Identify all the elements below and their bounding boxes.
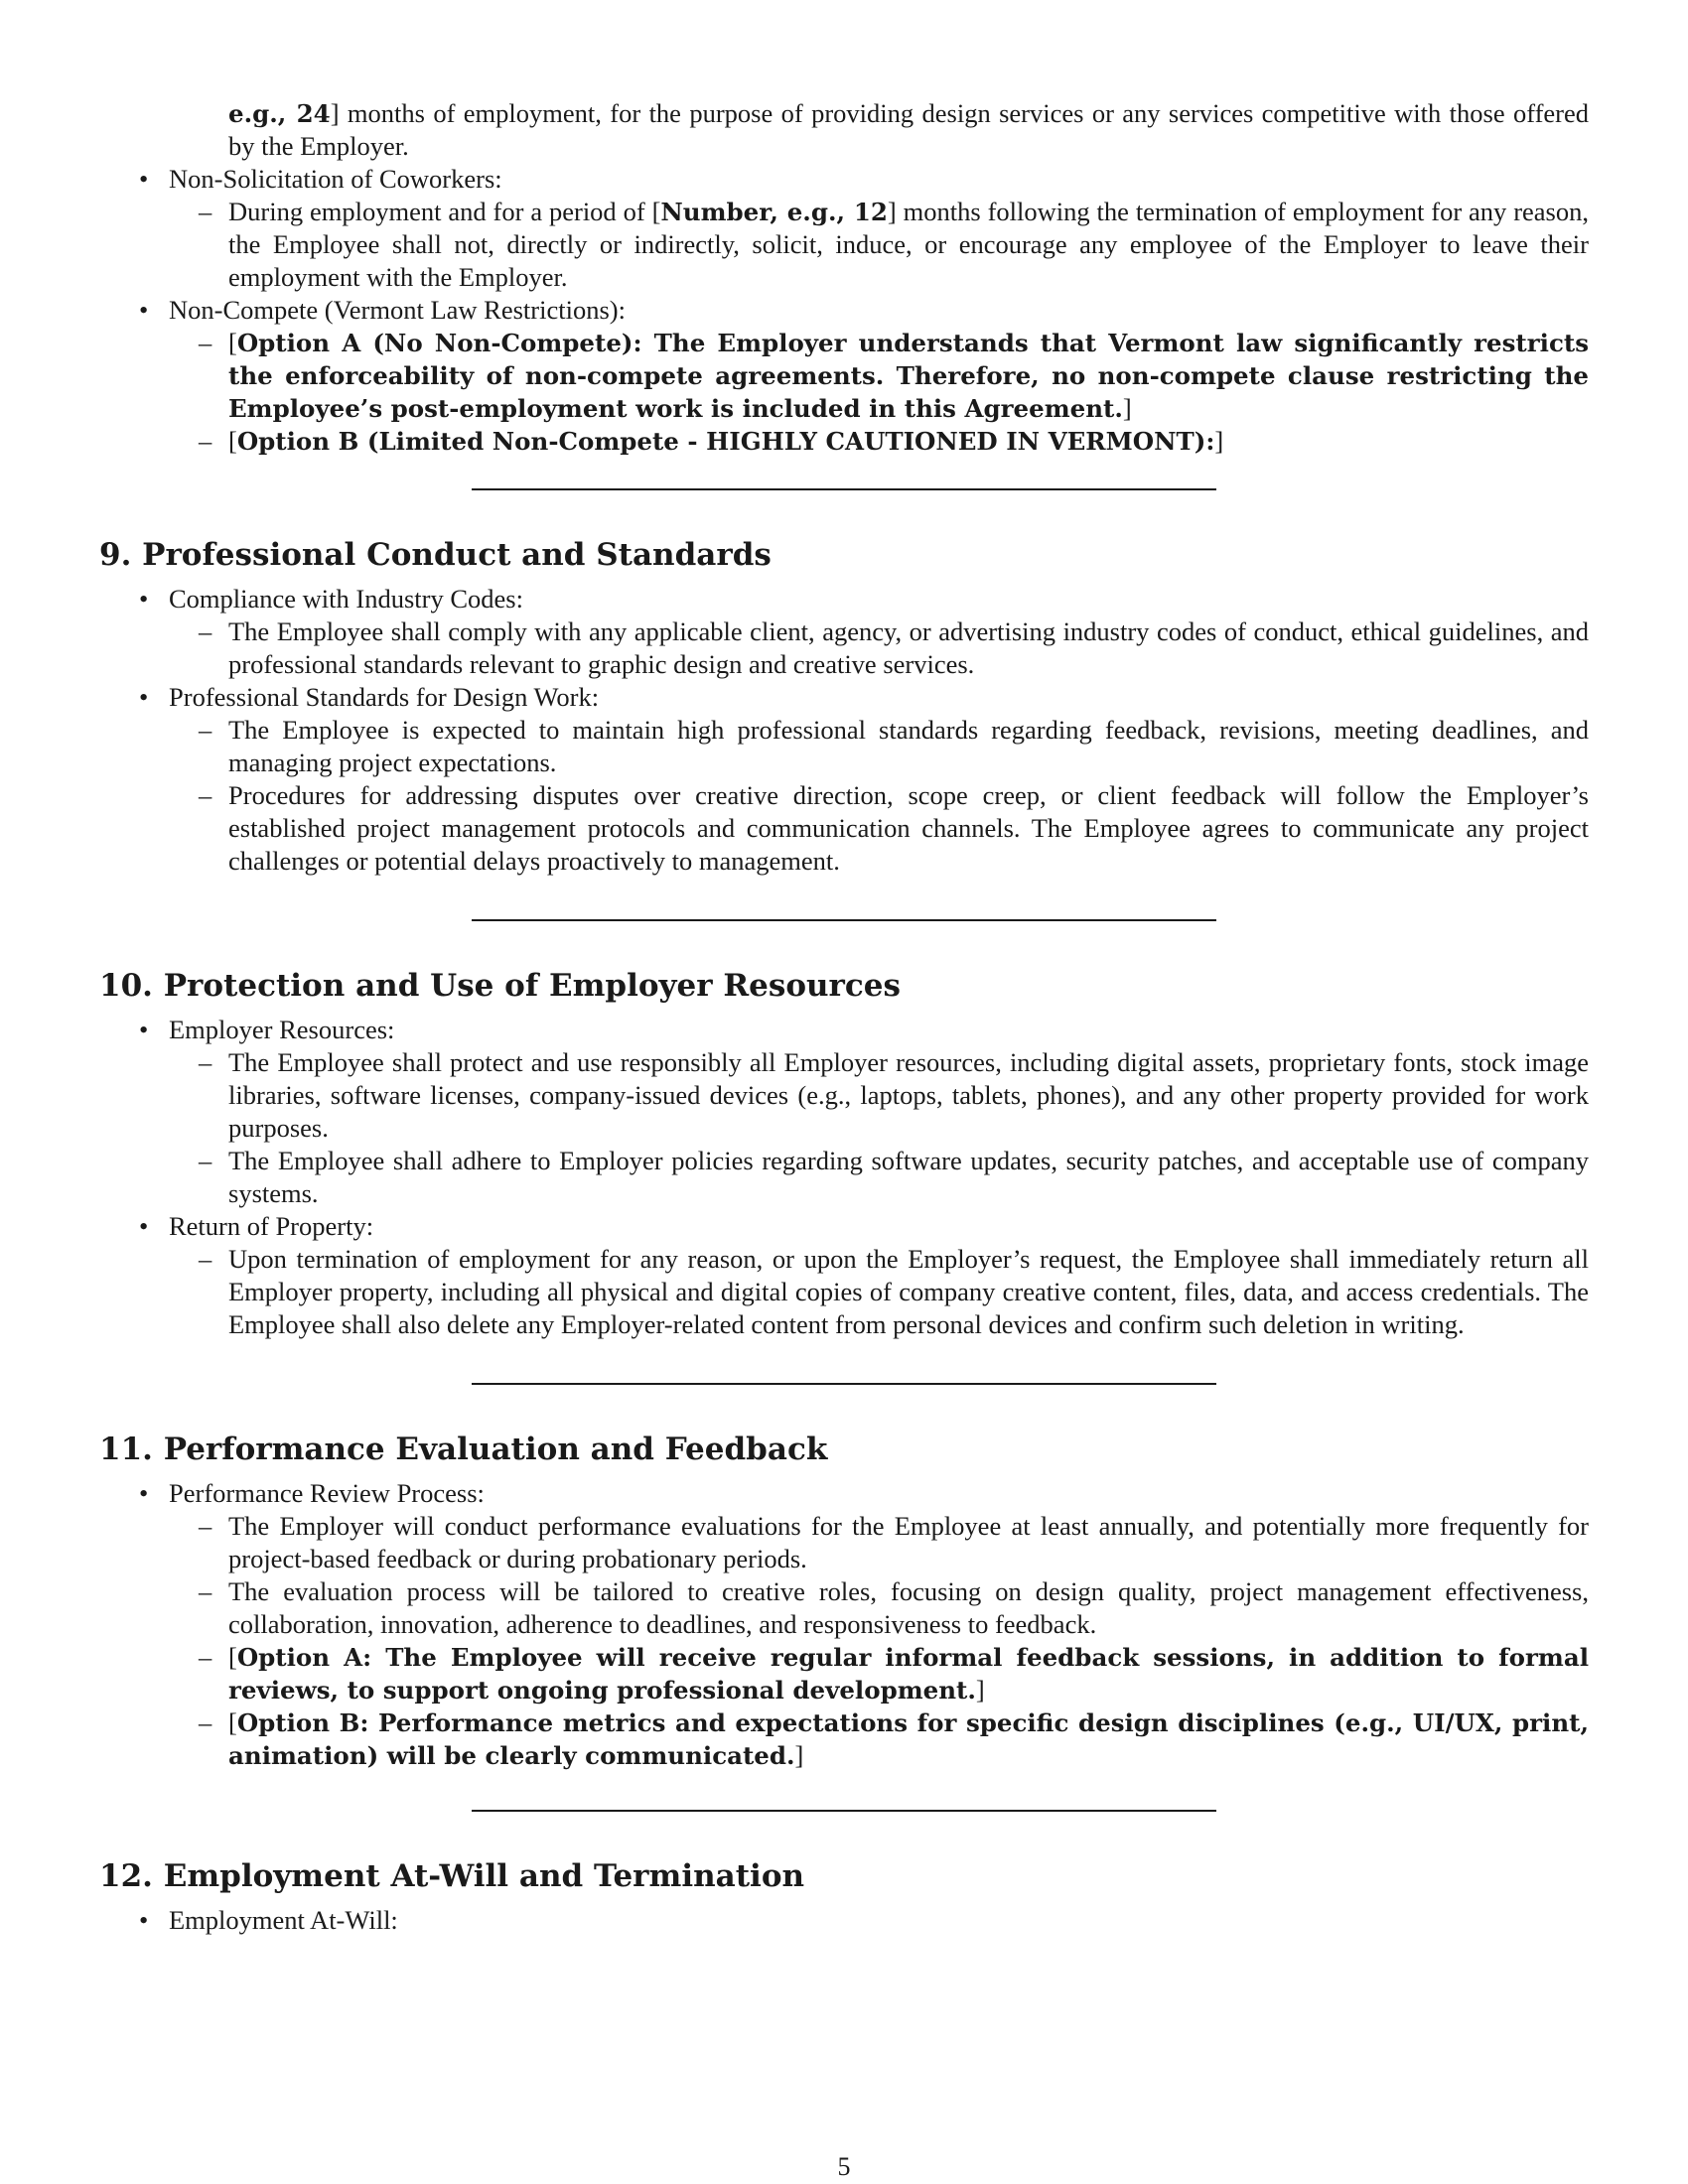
option-text: Option B (Limited Non-Compete - HIGHLY CAUTIONED IN VERMONT): (236, 427, 1215, 456)
dash-icon: – (199, 1576, 212, 1606)
sub-item (169, 196, 1589, 294)
section-divider (472, 1810, 1216, 1812)
dash-icon: – (199, 1642, 212, 1672)
page-number: 5 (837, 2152, 851, 2181)
section-8-list (99, 163, 1589, 458)
item-title: Employer Resources: (169, 1015, 395, 1044)
section-heading: 9. Professional Conduct and Standards (99, 537, 772, 573)
dash-icon: – (199, 1707, 212, 1737)
section-11-list (99, 1477, 1589, 1772)
list-item-compliance (99, 583, 1589, 681)
document-page (99, 97, 1589, 1937)
sub-item (169, 1243, 1589, 1341)
bullet-icon: • (139, 1478, 149, 1508)
dash-icon: – (199, 426, 212, 456)
list-item-review (99, 1477, 1589, 1772)
dash-icon: – (199, 197, 212, 226)
bold-placeholder: e.g., 24 (228, 99, 331, 128)
section-12-list (99, 1904, 1589, 1937)
item-title: Non-Solicitation of Coworkers: (169, 164, 502, 194)
sub-item (169, 615, 1589, 681)
option-text: Option A: The Employee will receive regular informal feedback sessions, in addition to formal reviews, to support ongoing professional development. (228, 1643, 1589, 1705)
dash-icon: – (199, 1047, 212, 1077)
item-title: Employment At-Will: (169, 1905, 398, 1935)
section-divider (472, 919, 1216, 921)
sub-item (169, 1575, 1589, 1641)
item-title: Professional Standards for Design Work: (169, 682, 600, 712)
sub-item-text: Upon termination of employment for any reason, or upon the Employer’s request, the Employee shall immediately return all Employer property, including all physical and digital copies of company creative content, files, data, and access credentials. The Employee shall also delete any Employer-related content from personal devices and confirm such deletion in writing. (228, 1244, 1589, 1339)
continuation-text: ] months of employment, for the purpose of providing design services or any services competitive with those offered by the Employer. (228, 98, 1589, 161)
bold-placeholder: Number, e.g., 12 (660, 198, 888, 226)
bullet-icon: • (139, 682, 149, 712)
option-b: – [Option B: Performance metrics and expectations for specific design disciplines (e.g., UI/UX, print, animation) will be clearly communicated.] (199, 1707, 1589, 1770)
section-heading: 12. Employment At-Will and Termination (99, 1858, 805, 1894)
dash-icon: – (199, 616, 212, 646)
sub-item-text: ] months following the termination of employment for any reason, the Employee shall not, directly or indirectly, solicit, induce, or encourage any employee of the Employer to leave their employment with the Employer. (228, 197, 1589, 292)
bullet-icon: • (139, 584, 149, 614)
sub-item-text: During employment and for a period of [ (228, 197, 661, 226)
sub-item (169, 1510, 1589, 1575)
sub-item-text: The Employee shall comply with any applicable client, agency, or advertising industry codes of conduct, ethical guidelines, and professional standards relevant to graphic design and creative services. (228, 616, 1589, 679)
sub-item (169, 1046, 1589, 1145)
bullet-icon: • (139, 295, 149, 325)
option-a: – [Option A (No Non-Compete): The Employer understands that Vermont law significantly restricts the enforceability of non-compete agreements. Therefore, no non-compete clause restricting the Employee’s post-employment work is included in this Agreement.] (199, 328, 1589, 423)
dash-icon: – (199, 1511, 212, 1541)
sub-item-text: The evaluation process will be tailored to creative roles, focusing on design quality, project management effectiveness, collaboration, innovation, adherence to deadlines, and responsiveness to feedback. (228, 1576, 1589, 1639)
option-text: Option B: Performance metrics and expectations for specific design disciplines (e.g., UI/UX, print, animation) will be clearly communicated. (228, 1708, 1589, 1770)
section-divider (472, 488, 1216, 490)
bullet-icon: • (139, 1015, 149, 1044)
bullet-icon: • (139, 1211, 149, 1241)
option-a: – [Option A: The Employee will receive regular informal feedback sessions, in addition to formal reviews, to support ongoing professional development.] (199, 1642, 1589, 1705)
dash-icon: – (199, 1244, 212, 1274)
continuation-paragraph (228, 97, 1589, 163)
section-heading: 10. Protection and Use of Employer Resources (99, 968, 901, 1004)
bullet-icon: • (139, 1905, 149, 1935)
dash-icon: – (199, 780, 212, 810)
option-b: – [Option B (Limited Non-Compete - HIGHLY CAUTIONED IN VERMONT):] (199, 426, 1224, 456)
item-title: Non-Compete (Vermont Law Restrictions): (169, 295, 626, 325)
list-item-return (99, 1210, 1589, 1341)
bullet-icon: • (139, 164, 149, 194)
item-title: Compliance with Industry Codes: (169, 584, 523, 614)
list-item-non-solicitation (99, 163, 1589, 294)
section-divider (472, 1383, 1216, 1385)
section-heading: 11. Performance Evaluation and Feedback (99, 1432, 828, 1467)
sub-item (169, 1145, 1589, 1210)
item-title: Return of Property: (169, 1211, 374, 1241)
dash-icon: – (199, 1146, 212, 1175)
list-item-resources (99, 1014, 1589, 1210)
sub-item (169, 714, 1589, 779)
list-item-standards (99, 681, 1589, 878)
dash-icon: – (199, 715, 212, 745)
sub-item-text: The Employee shall protect and use responsibly all Employer resources, including digital assets, proprietary fonts, stock image libraries, software licenses, company-issued devices (e.g., laptops, tablets, phones), and any other property provided for work purposes. (228, 1047, 1589, 1143)
list-item-non-compete (99, 294, 1589, 458)
sub-item-text: The Employee shall adhere to Employer policies regarding software updates, security patches, and acceptable use of company systems. (228, 1146, 1589, 1208)
option-text: Option A (No Non-Compete): The Employer understands that Vermont law significantly restricts the enforceability of non-compete agreements. Therefore, no non-compete clause restricting the Employee’s post-employment work is included in this Agreement. (228, 329, 1589, 423)
list-item-at-will (99, 1904, 1589, 1937)
sub-item-text: The Employer will conduct performance evaluations for the Employee at least annually, and potentially more frequently for project-based feedback or during probationary periods. (228, 1511, 1589, 1573)
section-9-list (99, 583, 1589, 878)
sub-item-text: Procedures for addressing disputes over creative direction, scope creep, or client feedback will follow the Employer’s established project management protocols and communication channels. The Employee agrees to communicate any project challenges or potential delays proactively to management. (228, 780, 1589, 876)
section-10-list (99, 1014, 1589, 1341)
sub-item-text: The Employee is expected to maintain high professional standards regarding feedback, revisions, meeting deadlines, and managing project expectations. (228, 715, 1589, 777)
dash-icon: – (199, 328, 212, 357)
item-title: Performance Review Process: (169, 1478, 485, 1508)
sub-item (169, 779, 1589, 878)
